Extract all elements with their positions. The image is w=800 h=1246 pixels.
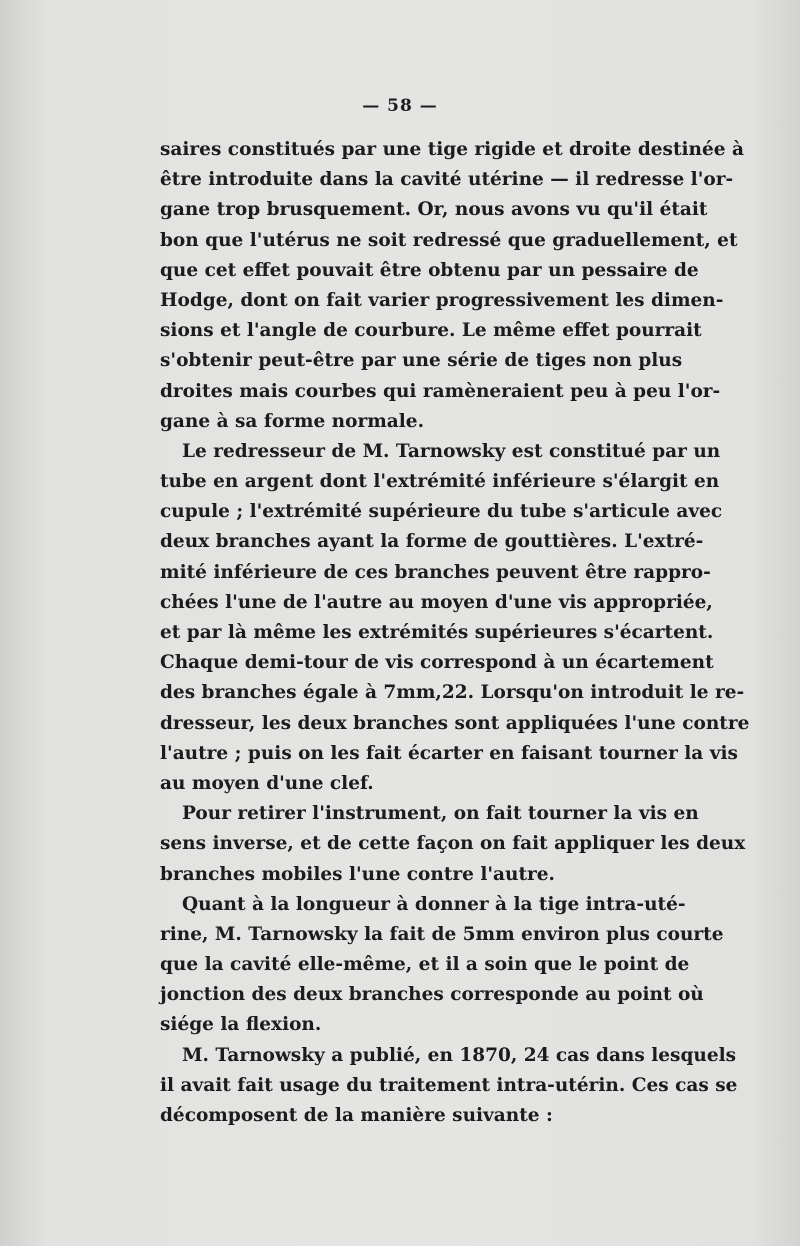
text-line: sions et l'angle de courbure. Le même effet pourrait xyxy=(160,320,702,342)
text-line: et par là même les extrémités supérieures s'écartent. xyxy=(160,622,714,643)
text-line: il avait fait usage du traitement intra-utérin. Ces cas se xyxy=(160,1074,738,1096)
text-line: Hodge, dont on fait varier progressivement les dimen- xyxy=(160,289,724,311)
body-text xyxy=(160,135,750,1131)
text-line: Pour retirer l'instrument, on fait tourner la vis en xyxy=(182,803,699,825)
text-line: cupule ; l'extrémité supérieure du tube s'articule avec xyxy=(160,501,723,523)
text-line: que la cavité elle-même, et il a soin que le point de xyxy=(160,954,690,976)
text-line: sens inverse, et de cette façon on fait appliquer les deux xyxy=(160,833,746,855)
paragraph-3 xyxy=(160,799,746,890)
text-line: gane trop brusquement. Or, nous avons vu qu'il était xyxy=(160,199,708,221)
text-line: M. Tarnowsky a publié, en 1870, 24 cas dans lesquels xyxy=(182,1044,737,1066)
text-line: saires constitués par une tige rigide et droite destinée à xyxy=(160,139,744,160)
text-line: bon que l'utérus ne soit redressé que graduellement, et xyxy=(160,229,738,251)
text-line: siége la flexion. xyxy=(160,1014,322,1036)
text-line: être introduite dans la cavité utérine — il redresse l'or- xyxy=(160,169,734,191)
paragraph-2 xyxy=(160,437,750,799)
text-line: chées l'une de l'autre au moyen d'une vis appropriée, xyxy=(160,591,713,613)
text-line: mité inférieure de ces branches peuvent être rappro- xyxy=(160,561,711,583)
text-line: s'obtenir peut-être par une série de tiges non plus xyxy=(160,350,683,372)
text-line: tube en argent dont l'extrémité inférieure s'élargit en xyxy=(160,471,720,493)
text-line: que cet effet pouvait être obtenu par un pessaire de xyxy=(160,259,699,281)
text-line: rine, M. Tarnowsky la fait de 5mm environ plus courte xyxy=(160,923,724,945)
text-line: jonction des deux branches corresponde au point où xyxy=(160,984,704,1006)
paragraph-4 xyxy=(160,890,724,1041)
text-line: droites mais courbes qui ramèneraient peu à peu l'or- xyxy=(160,380,721,402)
text-line: Quant à la longueur à donner à la tige intra-uté- xyxy=(182,893,686,915)
text-line: deux branches ayant la forme de gouttières. L'extré- xyxy=(160,531,704,553)
text-line: des branches égale à 7mm,22. Lorsqu'on introduit le re- xyxy=(160,682,745,704)
text-line: branches mobiles l'une contre l'autre. xyxy=(160,863,555,885)
paragraph-5 xyxy=(160,1041,738,1132)
text-line: Le redresseur de M. Tarnowsky est constitué par un xyxy=(182,440,721,462)
text-line: décomposent de la manière suivante : xyxy=(160,1105,553,1126)
text-line: dresseur, les deux branches sont appliquées l'une contre xyxy=(160,712,750,734)
text-line: l'autre ; puis on les fait écarter en faisant tourner la vis xyxy=(160,742,738,764)
text-line: gane à sa forme normale. xyxy=(160,410,425,432)
text-line: au moyen d'une clef. xyxy=(160,772,374,794)
page-number: — 58 — xyxy=(362,96,438,116)
paragraph-1 xyxy=(160,135,744,437)
text-line: Chaque demi-tour de vis correspond à un écartement xyxy=(160,652,714,674)
